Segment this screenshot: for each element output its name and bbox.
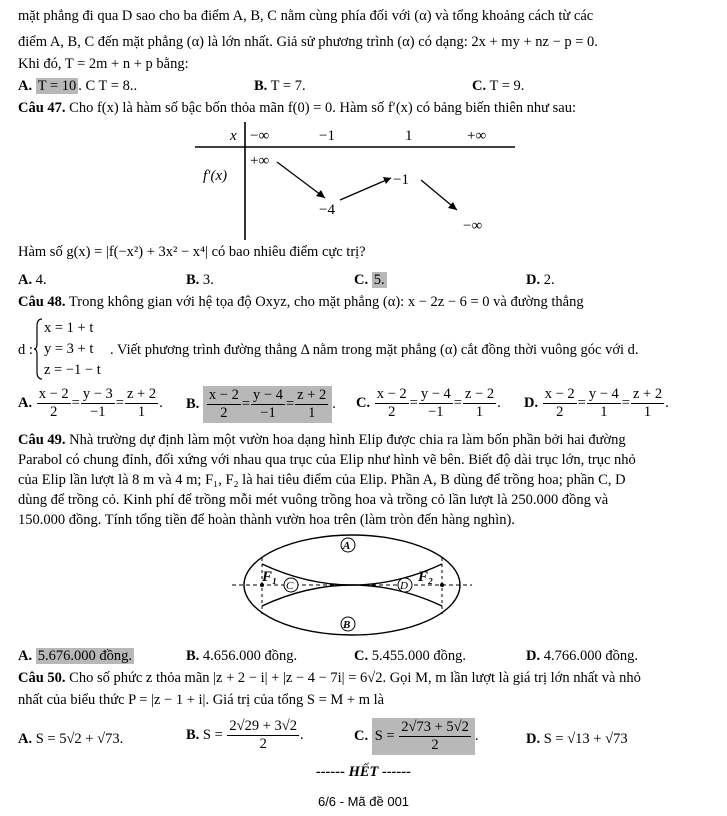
intro-option-a: A. T = 10 . C T = 8.. <box>18 78 138 94</box>
q48-sys-label: d : <box>18 342 33 358</box>
intro-line-3: Khi đó, T = 2m + n + p bằng: <box>18 56 189 72</box>
intro-line-1: mặt phẳng đi qua D sao cho ba điểm A, B, C nằm cùng phía đối với (α) và tổng khoảng cách từ các <box>18 8 594 24</box>
q49-option-a: A. 5.676.000 đồng. <box>18 648 132 664</box>
table-x-neg-inf: −∞ <box>250 128 270 144</box>
intro-line-2: điểm A, B, C đến mặt phẳng (α) là lớn nhất. Giả sử phương trình (α) có dạng: 2x + my + nz − p = 0. <box>18 34 598 50</box>
end-marker: ------ HẾT ------ <box>315 764 411 780</box>
table-x-pos-inf: +∞ <box>467 128 487 144</box>
q48-sys-text: . Viết phương trình đường thẳng Δ nằm trong mặt phẳng (α) cắt đồng thời vuông góc với d. <box>110 342 639 358</box>
variation-table <box>195 122 515 240</box>
table-x-neg-one: −1 <box>319 128 335 144</box>
q49-line-1: Câu 49. Nhà trường dự định làm một vườn hoa dạng hình Elip được chia ra làm bốn phần bởi hai đường <box>18 432 626 448</box>
q48-system: x = 1 + t y = 3 + t z = −1 − t <box>44 320 101 378</box>
label-F2: F₂ <box>418 569 434 585</box>
q47-option-d: D. 2. <box>526 272 555 288</box>
q50-option-a: A. S = 5√2 + √73. <box>18 731 124 747</box>
arrow-head-1 <box>316 190 325 198</box>
q49-option-d: D. 4.766.000 đồng. <box>526 648 638 664</box>
q47-option-a: A. 4. <box>18 272 47 288</box>
q48-option-b: B. $\frac{x - 2}{2}$ = $\frac{y - 4}{-1}$ = $\frac{z + 2}{1}$ . <box>186 387 336 421</box>
intro-option-b: B. T = 7. <box>254 78 306 94</box>
q49-option-c: C. 5.455.000 đồng. <box>354 648 466 664</box>
q48-option-d: D. $\frac{x - 2}{2}$ = $\frac{y - 4}{1}$ = $\frac{z + 2}{1}$ . <box>524 386 669 420</box>
q49-line-2: Parabol có chung đỉnh, đối xứng với nhau qua trục của Elip như hình vẽ bên. Biết độ dài trục lớn, trục nhỏ <box>18 452 636 468</box>
arrow-down-1 <box>277 162 325 198</box>
q50-line-1: Câu 50. Cho số phức z thỏa mãn |z + 2 − i| + |z − 4 − 7i| = 6√2. Gọi M, m lần lượt là giá trị lớn nhất và nhỏ <box>18 670 641 686</box>
table-val-neg-one: −1 <box>393 172 409 188</box>
q49-option-b: B. 4.656.000 đồng. <box>186 648 298 664</box>
q49-line-5: 150.000 đồng. Tính tổng tiền để hoàn thành vườn hoa trên (làm tròn đến hàng nghìn). <box>18 512 515 528</box>
q50-line-2: nhất của biểu thức P = |z − 1 + i|. Giá trị của tổng S = M + m là <box>18 692 385 708</box>
q47-question: Hàm số g(x) = |f(−x²) + 3x² − x⁴| có bao nhiêu điểm cực trị? <box>18 244 366 260</box>
label-B: B <box>343 619 351 631</box>
q49-line-3: của Elip lần lượt là 8 m và 4 m; F₁, F₂ là hai tiêu điểm của Elip. Phần A, B dùng để trồng hoa; phần C, D <box>18 472 626 488</box>
correct-answer-highlight: T = 10 <box>37 78 77 94</box>
table-val-neg-four: −4 <box>319 202 335 218</box>
q47-option-b: B. 3. <box>186 272 214 288</box>
table-fprime-label: f′(x) <box>203 168 228 184</box>
label-C: C <box>286 580 294 592</box>
table-val-neg-inf: −∞ <box>463 218 483 234</box>
label-D: D <box>400 580 408 592</box>
page-footer: 6/6 - Mã đề 001 <box>317 794 410 809</box>
system-brace <box>34 318 44 380</box>
q47-option-c: C. 5. <box>354 272 385 288</box>
q50-option-b: B. S = $\frac{2√29 + 3√2}{2}$ . <box>186 718 304 752</box>
q50-option-c: C. S = $\frac{2√73 + 5√2}{2}$ . <box>354 719 479 753</box>
q48-statement: Câu 48. Trong không gian với hệ tọa độ Oxyz, cho mặt phẳng (α): x − 2z − 6 = 0 và đường thẳng <box>18 294 584 310</box>
q49-line-4: dùng để trồng cỏ. Kinh phí để trồng mỗi mét vuông trồng hoa và trồng cỏ lần lượt là 250.000 đồng và <box>18 492 609 508</box>
intro-option-c: C. T = 9. <box>472 78 525 94</box>
q47-statement: Câu 47. Cho f(x) là hàm số bậc bốn thỏa mãn f(0) = 0. Hàm số f′(x) có bảng biến thiên như sau: <box>18 100 577 116</box>
q50-option-d: D. S = √13 + √73 <box>526 731 628 747</box>
label-F1: F₁ <box>262 569 278 585</box>
q48-option-c: C. $\frac{x - 2}{2}$ = $\frac{y - 4}{-1}$ = $\frac{z - 2}{1}$ . <box>356 386 501 420</box>
ellipse-garden-figure <box>232 530 472 642</box>
table-val-pos-inf: +∞ <box>250 153 270 169</box>
arrow-up <box>340 178 391 200</box>
table-x-label: x <box>230 128 237 144</box>
table-x-one: 1 <box>405 128 413 144</box>
q48-option-a: A. $\frac{x - 2}{2}$ = $\frac{y - 3}{-1}$ = $\frac{z + 2}{1}$ . <box>18 386 163 420</box>
label-A: A <box>343 540 351 552</box>
